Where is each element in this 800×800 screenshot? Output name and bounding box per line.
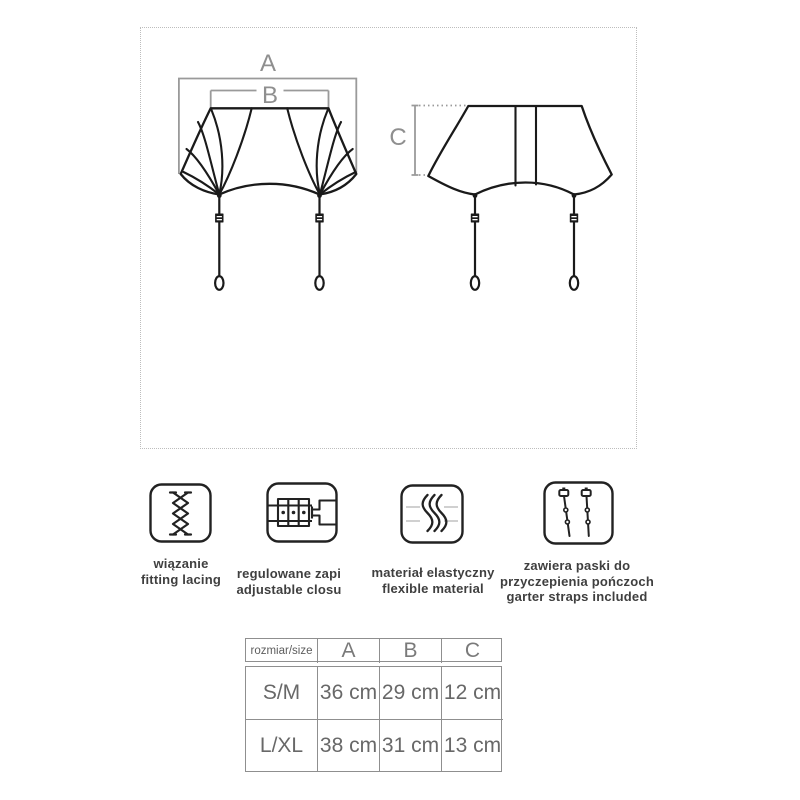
caption-line: materiał elastyczny [371,565,495,580]
caption-line: adjustable closu [236,581,342,597]
size-table [245,638,502,772]
feature-caption-flexible [371,565,494,596]
size-table-cell: 31 cm [379,719,441,771]
caption-line: zawiera paski do [523,558,631,573]
lacing-icon [149,483,212,543]
size-table-header-cell: C [441,639,503,663]
caption-line: fitting lacing [140,571,222,587]
garter-strap [471,193,479,290]
measurement-label-c: C [389,124,407,151]
flexible-material-icon [400,484,464,544]
size-table-cell: 38 cm [317,719,379,771]
garter-belt-back-view [428,106,611,195]
feature-caption-straps [500,558,654,605]
size-table-cell: L/XL [246,719,317,771]
size-table-cell: 36 cm [317,667,379,719]
garter-strap [570,193,578,290]
garter-straps-icon [543,481,614,545]
size-table-body [245,666,502,772]
size-table-header-cell: rozmiar/size [250,645,313,657]
caption-line: garter straps included [506,589,648,604]
garter-belt-front-view [181,108,357,194]
size-table-header-cell: A [317,639,379,663]
measurement-label-a: A [259,50,277,77]
caption-line: flexible material [382,580,484,596]
garter-strap [315,193,323,290]
size-table-header [245,638,502,662]
garter-straps [215,193,578,290]
size-table-cell: 12 cm [441,667,503,719]
size-table-cell: 13 cm [441,719,503,771]
caption-line: wiązanie [153,556,209,571]
size-table-header-cell: B [379,639,441,663]
caption-line: przyczepienia pończoch [500,573,654,589]
feature-caption-lacing [141,556,221,587]
garter-strap [215,193,223,290]
measurement-bracket-c [412,106,467,176]
caption-line: regulowane zapi [236,566,342,581]
adjustable-closure-icon [266,482,338,543]
measurement-label-b: B [261,82,279,109]
size-table-cell: S/M [262,681,301,704]
feature-caption-closure [236,566,341,597]
size-table-cell: 29 cm [379,667,441,719]
